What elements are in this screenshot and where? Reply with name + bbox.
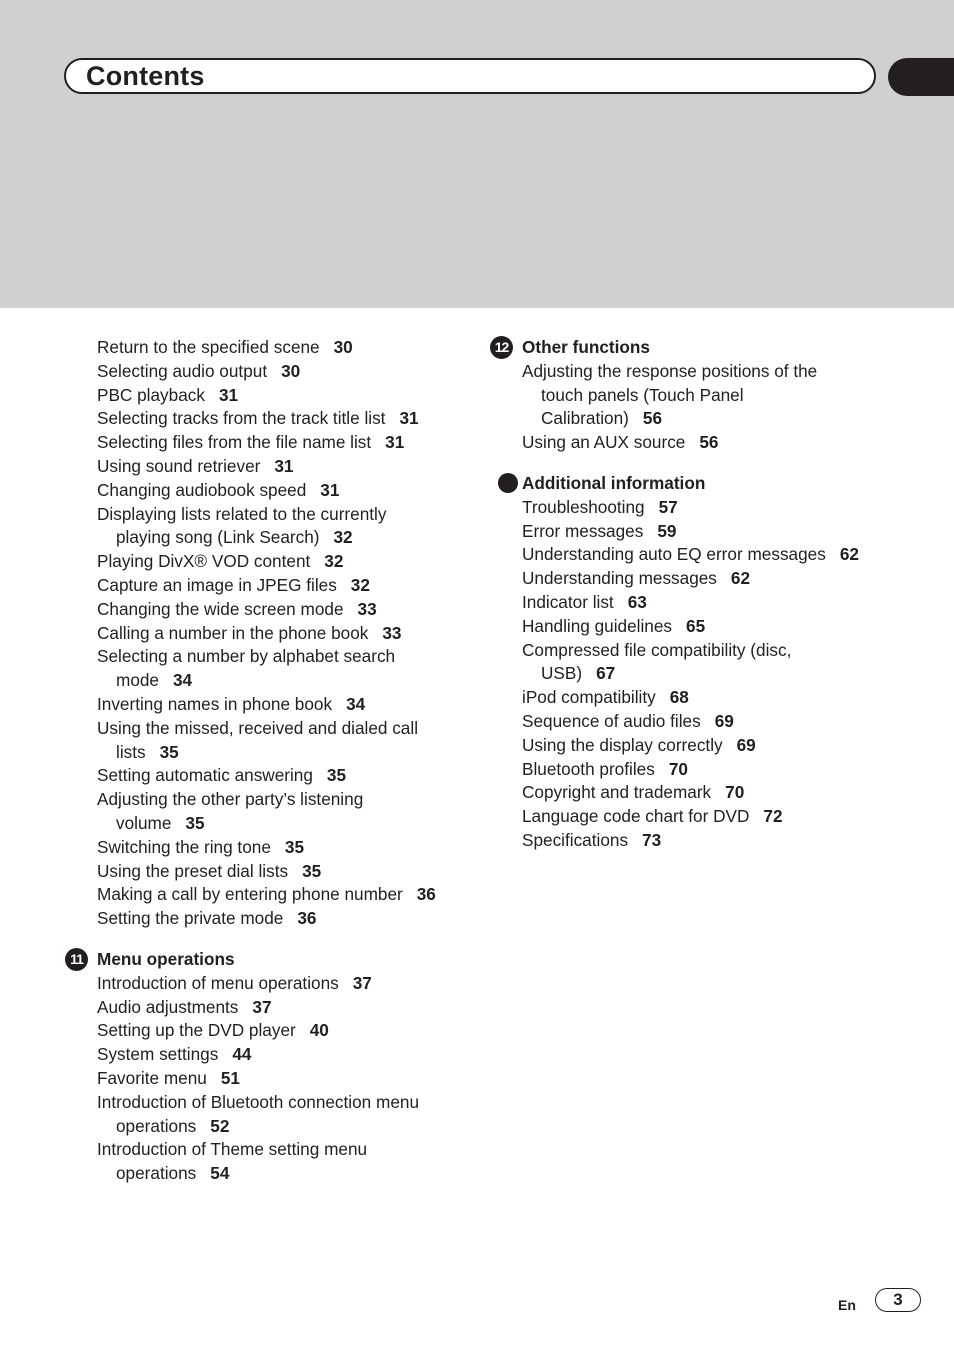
toc-entry[interactable] bbox=[97, 907, 436, 931]
toc-entry[interactable] bbox=[97, 622, 436, 646]
toc-entry[interactable] bbox=[522, 639, 859, 687]
toc-entry-text: Copyright and trademark bbox=[522, 782, 712, 803]
toc-entry[interactable] bbox=[97, 788, 436, 836]
toc-entry-text: Selecting files from the file name list bbox=[97, 432, 372, 453]
right-column bbox=[494, 336, 859, 853]
toc-entry-text: PBC playback bbox=[97, 384, 205, 405]
toc-entry[interactable] bbox=[522, 686, 859, 710]
toc-page-number: 30 bbox=[281, 360, 301, 381]
toc-entry[interactable] bbox=[522, 805, 859, 829]
toc-entry-text: operations bbox=[116, 1115, 197, 1136]
toc-page-number: 67 bbox=[596, 663, 616, 684]
toc-entry-text: Understanding auto EQ error messages bbox=[522, 544, 826, 565]
toc-entry-text: Handling guidelines bbox=[522, 615, 673, 636]
toc-entry-text: Audio adjustments bbox=[97, 996, 239, 1017]
toc-entry-text: volume bbox=[116, 812, 172, 833]
toc-entry[interactable] bbox=[97, 836, 436, 860]
toc-entry-text: Setting up the DVD player bbox=[97, 1020, 296, 1041]
toc-entry[interactable] bbox=[97, 972, 436, 996]
toc-entry-text: touch panels (Touch Panel bbox=[541, 384, 744, 405]
toc-entry-text: operations bbox=[116, 1163, 197, 1184]
toc-entry-text: Introduction of Bluetooth connection menu bbox=[97, 1091, 420, 1112]
toc-entry-text: Adjusting the other party’s listening bbox=[97, 789, 364, 810]
toc-page-number: 36 bbox=[416, 884, 436, 905]
toc-page-number: 72 bbox=[763, 806, 783, 827]
toc-entry[interactable] bbox=[97, 479, 436, 503]
toc-entry-text: Changing the wide screen mode bbox=[97, 598, 344, 619]
toc-entry-text: Setting automatic answering bbox=[97, 765, 313, 786]
toc-page-number: 35 bbox=[159, 741, 179, 762]
toc-page-number: 73 bbox=[642, 829, 662, 850]
toc-page-number: 59 bbox=[657, 520, 677, 541]
section-title: Menu operations bbox=[97, 948, 235, 969]
toc-entry-text: Bluetooth profiles bbox=[522, 758, 655, 779]
toc-page-number: 34 bbox=[346, 693, 366, 714]
toc-entry[interactable] bbox=[97, 1067, 436, 1091]
toc-page-number: 56 bbox=[642, 408, 663, 429]
toc-page-number: 54 bbox=[210, 1163, 230, 1184]
toc-page-number: 32 bbox=[333, 527, 353, 548]
toc-entry[interactable] bbox=[522, 496, 859, 520]
header-band bbox=[0, 0, 954, 308]
toc-page-number: 40 bbox=[309, 1020, 329, 1041]
toc-entry-text: Making a call by entering phone number bbox=[97, 884, 403, 905]
toc-entry-text: Indicator list bbox=[522, 591, 614, 612]
toc-entry[interactable] bbox=[522, 360, 859, 431]
toc-page-number: 62 bbox=[839, 544, 859, 565]
section-title: Other functions bbox=[522, 337, 650, 357]
toc-entry-text: Calibration) bbox=[541, 408, 629, 429]
toc-entry[interactable] bbox=[97, 336, 436, 360]
toc-entry-text: Error messages bbox=[522, 520, 644, 541]
toc-entry-text: Introduction of Theme setting menu bbox=[97, 1139, 368, 1160]
section-heading[interactable] bbox=[494, 336, 859, 360]
toc-page-number: 44 bbox=[232, 1044, 252, 1065]
toc-entry[interactable] bbox=[97, 550, 436, 574]
toc-page-number: 52 bbox=[210, 1115, 230, 1136]
toc-entry-text: iPod compatibility bbox=[522, 687, 656, 708]
left-column bbox=[70, 336, 436, 1186]
section-number-badge: 11 bbox=[65, 948, 88, 971]
toc-page-number: 31 bbox=[218, 384, 239, 405]
toc-entry[interactable] bbox=[97, 1019, 436, 1043]
toc-page-number: 36 bbox=[297, 908, 317, 929]
section-heading[interactable] bbox=[70, 948, 436, 972]
toc-page-number: 37 bbox=[352, 972, 372, 993]
toc-entry[interactable] bbox=[97, 598, 436, 622]
toc-entry-text: Using the display correctly bbox=[522, 734, 723, 755]
toc-entry-text: Compressed file compatibility (disc, bbox=[522, 639, 792, 660]
toc-page-number: 35 bbox=[302, 860, 322, 881]
toc-entry[interactable] bbox=[97, 764, 436, 788]
toc-entry-text: Capture an image in JPEG files bbox=[97, 574, 337, 595]
toc-entry-text: Selecting a number by alphabet search bbox=[97, 646, 396, 667]
toc-entry-text: Troubleshooting bbox=[522, 496, 645, 517]
toc-page-number: 35 bbox=[185, 812, 205, 833]
toc-entry[interactable] bbox=[522, 829, 859, 853]
toc-entry[interactable] bbox=[522, 615, 859, 639]
toc-entry[interactable] bbox=[97, 1091, 436, 1139]
toc-entry[interactable] bbox=[97, 503, 436, 551]
toc-entry-text: Calling a number in the phone book bbox=[97, 622, 369, 643]
toc-entry-text: lists bbox=[116, 741, 146, 762]
toc-entry[interactable] bbox=[97, 455, 436, 479]
toc-page-number: 31 bbox=[385, 432, 405, 453]
toc-entry-text: System settings bbox=[97, 1044, 219, 1065]
toc-entry-text: Changing audiobook speed bbox=[97, 479, 307, 500]
toc-entry[interactable] bbox=[97, 883, 436, 907]
toc-page-number: 70 bbox=[725, 782, 745, 803]
toc-entry-text: Sequence of audio files bbox=[522, 710, 701, 731]
toc-entry[interactable] bbox=[97, 996, 436, 1020]
toc-entry-text: Specifications bbox=[522, 829, 629, 850]
toc-entry[interactable] bbox=[522, 734, 859, 758]
toc-entry-text: Using an AUX source bbox=[522, 432, 686, 453]
toc-entry[interactable] bbox=[97, 384, 436, 408]
section-number-badge bbox=[498, 473, 518, 493]
toc-entry-text: Setting the private mode bbox=[97, 908, 284, 929]
toc-entry-text: Using sound retriever bbox=[97, 455, 261, 476]
toc-page-number: 33 bbox=[357, 598, 377, 619]
toc-entry[interactable] bbox=[97, 645, 436, 693]
toc-entry-text: Using the missed, received and dialed call bbox=[97, 717, 419, 738]
toc-entry[interactable] bbox=[522, 710, 859, 734]
toc-entry[interactable] bbox=[97, 693, 436, 717]
toc-entry-text: USB) bbox=[541, 663, 583, 684]
toc-entry-text: Inverting names in phone book bbox=[97, 693, 333, 714]
section-heading[interactable] bbox=[522, 472, 859, 496]
toc-entry-text: mode bbox=[116, 670, 159, 691]
toc-page-number: 32 bbox=[350, 574, 370, 595]
toc-entry-text: Adjusting the response positions of the bbox=[522, 360, 818, 381]
toc-entry-text: Introduction of menu operations bbox=[97, 972, 339, 993]
toc-page-number: 37 bbox=[252, 996, 272, 1017]
toc-page-number: 62 bbox=[730, 568, 751, 589]
toc-entry-text: Playing DivX® VOD content bbox=[97, 551, 311, 572]
toc-entry-text: Displaying lists related to the currently bbox=[97, 503, 387, 524]
toc-entry[interactable] bbox=[97, 1043, 436, 1067]
toc-page-number: 65 bbox=[686, 615, 706, 636]
toc-entry-text: Language code chart for DVD bbox=[522, 806, 750, 827]
toc-entry-text: Switching the ring tone bbox=[97, 836, 271, 857]
section-number-badge: 12 bbox=[490, 336, 513, 359]
toc-page-number: 68 bbox=[669, 687, 689, 708]
toc-entry[interactable] bbox=[522, 758, 859, 782]
toc-entry[interactable] bbox=[97, 1138, 436, 1186]
toc-page-number: 57 bbox=[658, 496, 678, 517]
toc-page-number: 35 bbox=[326, 765, 347, 786]
toc-entry[interactable] bbox=[522, 567, 859, 591]
toc-page-number: 69 bbox=[736, 734, 756, 755]
toc-entry[interactable] bbox=[522, 543, 859, 567]
toc-entry-text: Using the preset dial lists bbox=[97, 860, 289, 881]
toc-page-number: 35 bbox=[284, 836, 305, 857]
toc-entry[interactable] bbox=[522, 520, 859, 544]
toc-page-number: 30 bbox=[333, 337, 353, 357]
toc-entry[interactable] bbox=[97, 574, 436, 598]
toc-page-number: 70 bbox=[668, 758, 688, 779]
toc-entry[interactable] bbox=[97, 360, 436, 384]
toc-entry[interactable] bbox=[522, 781, 859, 805]
toc-entry-text: Selecting audio output bbox=[97, 360, 268, 381]
language-label: En bbox=[838, 1297, 856, 1313]
toc-page-number: 69 bbox=[714, 710, 734, 731]
title-box bbox=[64, 58, 876, 94]
section-tab bbox=[888, 58, 954, 96]
toc-page-number: 31 bbox=[274, 455, 294, 476]
toc-entry[interactable] bbox=[97, 717, 436, 765]
toc-page-number: 33 bbox=[382, 622, 402, 643]
toc-page-number: 31 bbox=[399, 408, 419, 429]
toc-entry[interactable] bbox=[522, 431, 859, 455]
toc-page-number: 34 bbox=[173, 670, 193, 691]
toc-entry-text: Favorite menu bbox=[97, 1067, 207, 1088]
toc-page-number: 63 bbox=[627, 591, 647, 612]
toc-entry[interactable] bbox=[97, 431, 436, 455]
toc-page-number: 31 bbox=[320, 479, 340, 500]
toc-entry[interactable] bbox=[522, 591, 859, 615]
toc-page-number: 56 bbox=[699, 432, 719, 453]
section-title: Additional information bbox=[522, 472, 706, 493]
toc-entry[interactable] bbox=[97, 860, 436, 884]
page-title: Contents bbox=[86, 61, 205, 91]
toc-entry-text: Understanding messages bbox=[522, 568, 717, 589]
toc-page-number: 32 bbox=[324, 551, 344, 572]
toc-entry-text: playing song (Link Search) bbox=[116, 527, 320, 548]
page-number: 3 bbox=[875, 1288, 921, 1312]
toc-page-number: 51 bbox=[220, 1067, 240, 1088]
toc-entry-text: Return to the specified scene bbox=[97, 337, 320, 357]
toc-entry[interactable] bbox=[97, 407, 436, 431]
toc-entry-text: Selecting tracks from the track title list bbox=[97, 408, 386, 429]
